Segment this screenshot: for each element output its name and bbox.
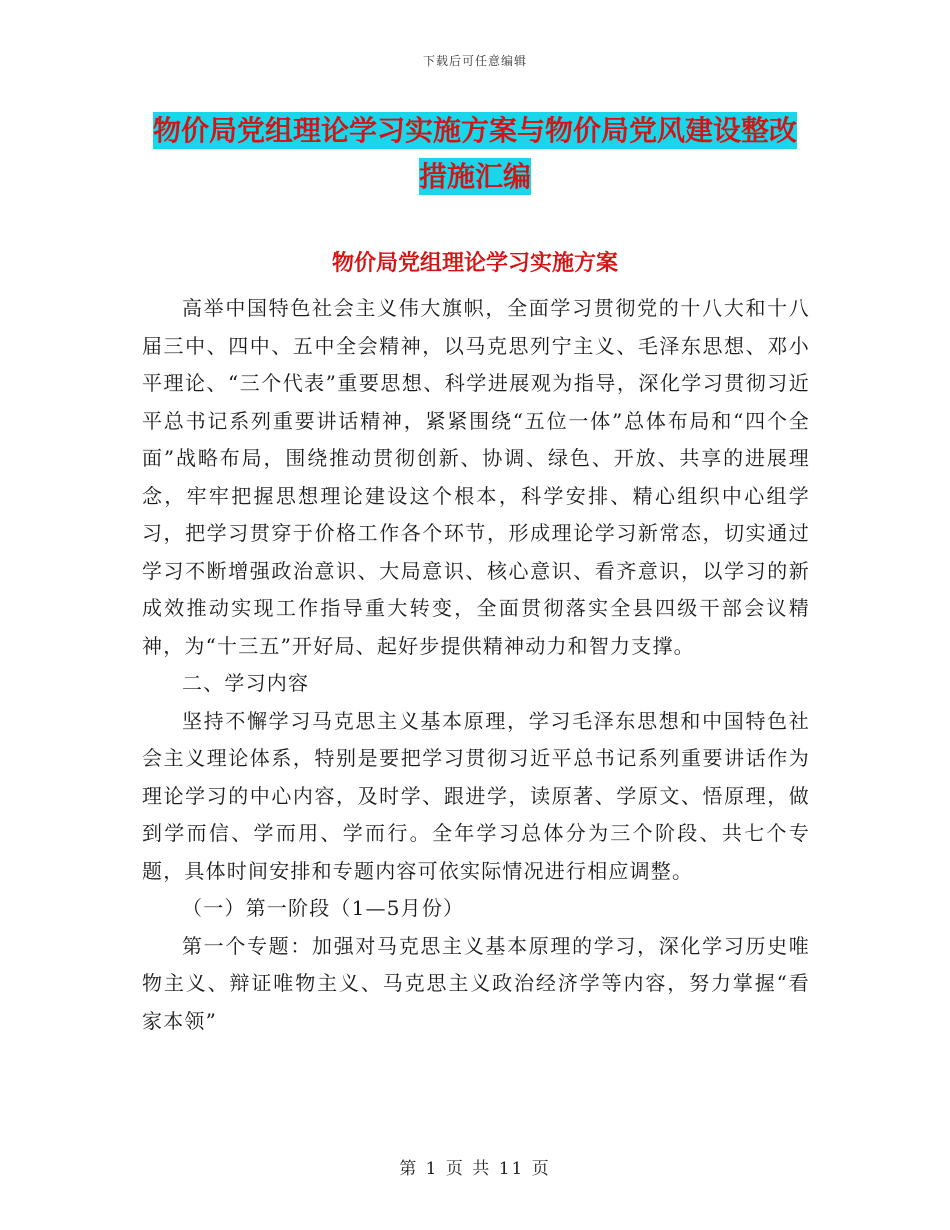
heading-stage-one: （一）第一阶段（1—5月份） [182,896,465,920]
page-footer: 第 1 页 共 11 页 [399,1159,551,1179]
title-line-2: 措施汇编 [418,160,531,193]
section-title: 物价局党组理论学习实施方案 [331,251,618,276]
document-title [140,108,810,200]
paragraph-study-content: 坚持不懈学习马克思主义基本原理，学习毛泽东思想和中国特色社会主义理论体系，特别是要把学习贯彻习近平总书记系列重要讲话作为理论学习的中心内容，及时学、跟进学，读原著、学原文、悟原理，做到学而信、学而用、学而行。全年学习总体分为三个阶段、共七个专题，具体时间安排和专题内容可依实际情况进行相应调整。 [142,708,810,883]
paragraph-intro: 高举中国特色社会主义伟大旗帜，全面学习贯彻党的十八大和十八届三中、四中、五中全会精神，以马克思列宁主义、毛泽东思想、邓小平理论、“三个代表”重要思想、科学进展观为指导，深化学习贯彻习近平总书记系列重要讲话精神，紧紧围绕“五位一体”总体布局和“四个全面”战略布局，围绕推动贯彻创新、协调、绿色、开放、共享的进展理念，牢牢把握思想理论建设这个根本，科学安排、精心组织中心组学习，把学习贯穿于价格工作各个环节，形成理论学习新常态，切实通过学习不断增强政治意识、大局意识、核心意识、看齐意识，以学习的新成效推动实现工作指导重大转变，全面贯彻落实全县四级干部会议精神，为“十三五”开好局、起好步提供精神动力和智力支撑。 [142,296,810,658]
heading-study-content: 二、学习内容 [182,671,310,695]
header-note: 下载后可任意编辑 [422,54,527,68]
paragraph-topic-one: 第一个专题：加强对马克思主义基本原理的学习，深化学习历史唯物主义、辩证唯物主义、马克思主义政治经济学等内容，努力掌握“看家本领” [142,933,810,1033]
document-body [142,290,810,1040]
title-line-1: 物价局党组理论学习实施方案与物价局党风建设整改 [152,114,797,147]
